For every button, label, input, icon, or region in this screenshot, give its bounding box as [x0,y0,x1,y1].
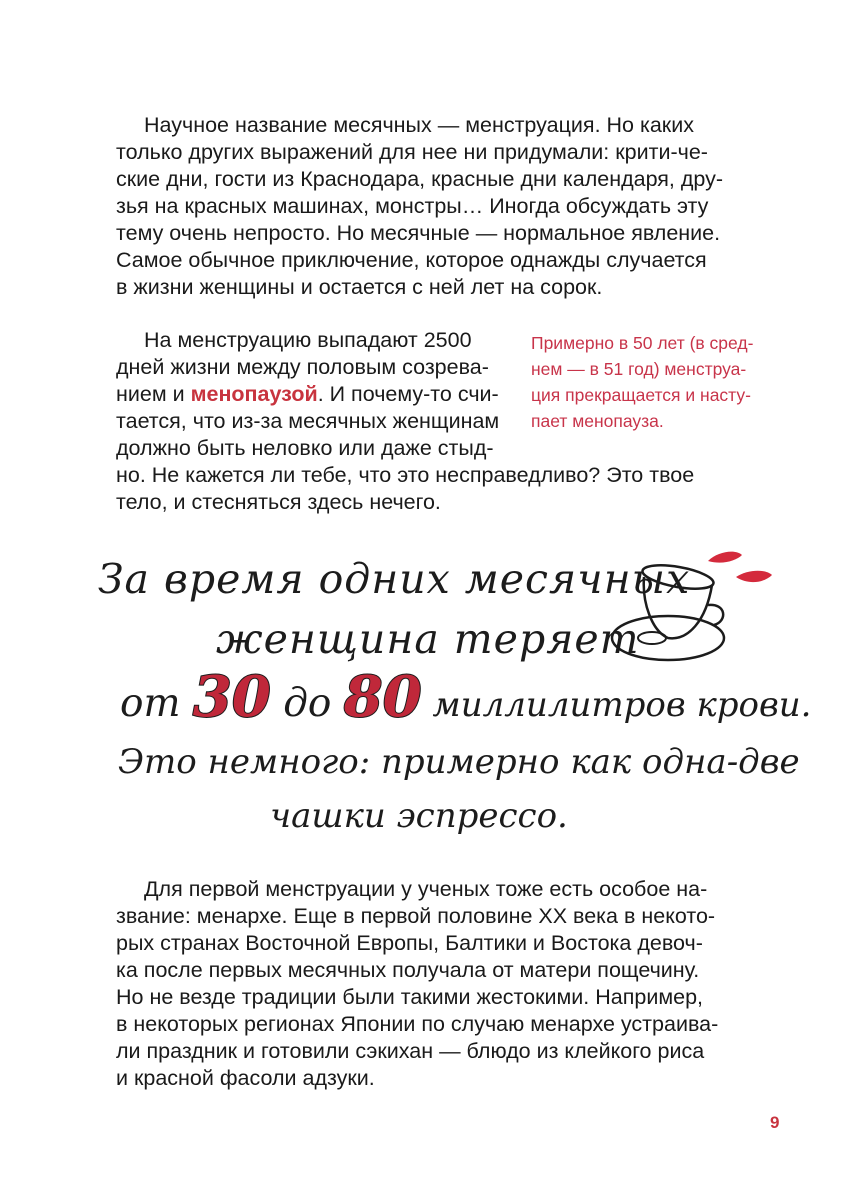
sidenote-line: пает менопауза. [531,411,664,431]
paragraph-menarche-line: Но не везде традиции были такими жестокими. Например, [116,985,704,1009]
paragraph-menopause-line: но. Не кажется ли тебе, что это несправедливо? Это твое [116,463,695,487]
sidenote-line: Примерно в 50 лет (в сред- [531,333,754,353]
paragraph-menopause-line: тело, и стесняться здесь нечего. [116,490,441,514]
text-run: миллилитров крови. [421,685,812,725]
text-run: нием и [116,382,191,406]
paragraph-menopause-line [116,381,504,408]
handwritten-line: женщина теряет [216,615,640,663]
paragraph-menarche-line: рых странах Восточной Европы, Балтики и Востока девоч- [116,931,703,955]
paragraph-menarche-line: Для первой менструации у ученых тоже есть особое на- [144,877,708,901]
page-number: 9 [770,1113,780,1132]
paragraph-intro-line: в жизни женщины и остается с ней лет на сорок. [116,275,603,299]
paragraph-menarche-line: ка после первых месячных получала от матери пощечину. [116,958,700,982]
handwritten-line: Это немного: примерно как одна-две [118,742,800,782]
paragraph-intro-line: зья на красных машинах, монстры… Иногда обсуждать эту [116,194,709,218]
text-run: до [270,681,344,726]
sidenote-line: ция прекращается и насту- [531,385,751,405]
text-run: . И почему-то счи- [317,382,499,406]
text-run: от [120,681,193,726]
sidenote-line: нем — в 51 год) менструа- [531,359,747,379]
paragraph-menopause-line: На менструацию выпадают 2500 [144,328,472,352]
paragraph-menopause-line: тается, что из-за месячных женщинам [116,409,500,433]
blood-max-number: 80 [343,664,422,730]
handwritten-line [120,664,811,730]
paragraph-intro-line: Научное название месячных — менструация. Но каких [144,113,694,137]
paragraph-intro-line: ские дни, гости из Краснодара, красные дни календаря, дру- [116,167,724,191]
handwritten-line: чашки эспрессо. [270,796,568,836]
paragraph-menarche-line: и красной фасоли адзуки. [116,1066,375,1090]
paragraph-menarche-line: звание: менархе. Еще в первой половине XX века в некото- [116,904,716,928]
paragraph-menopause-line: должно быть неловко или даже стыд- [116,436,494,460]
paragraph-intro-line: Самое обычное приключение, которое однажды случается [116,248,707,272]
paragraph-menarche-line: в некоторых регионах Японии по случаю менархе устраива- [116,1012,719,1036]
blood-min-number: 30 [192,664,271,730]
paragraph-menarche-line: ли праздник и готовили сэкихан — блюдо из клейкого риса [116,1039,705,1063]
paragraph-menopause-line: дней жизни между половым созрева- [116,355,489,379]
menopause-term-link[interactable]: менопаузой [190,382,318,406]
handwritten-line: За время одних месячных [98,555,691,603]
paragraph-intro-line: тему очень непросто. Но месячные — нормальное явление. [116,221,721,245]
coffee-cup-icon [608,545,783,670]
paragraph-intro-line: только других выражений для нее ни придумали: крити-че- [116,140,708,164]
